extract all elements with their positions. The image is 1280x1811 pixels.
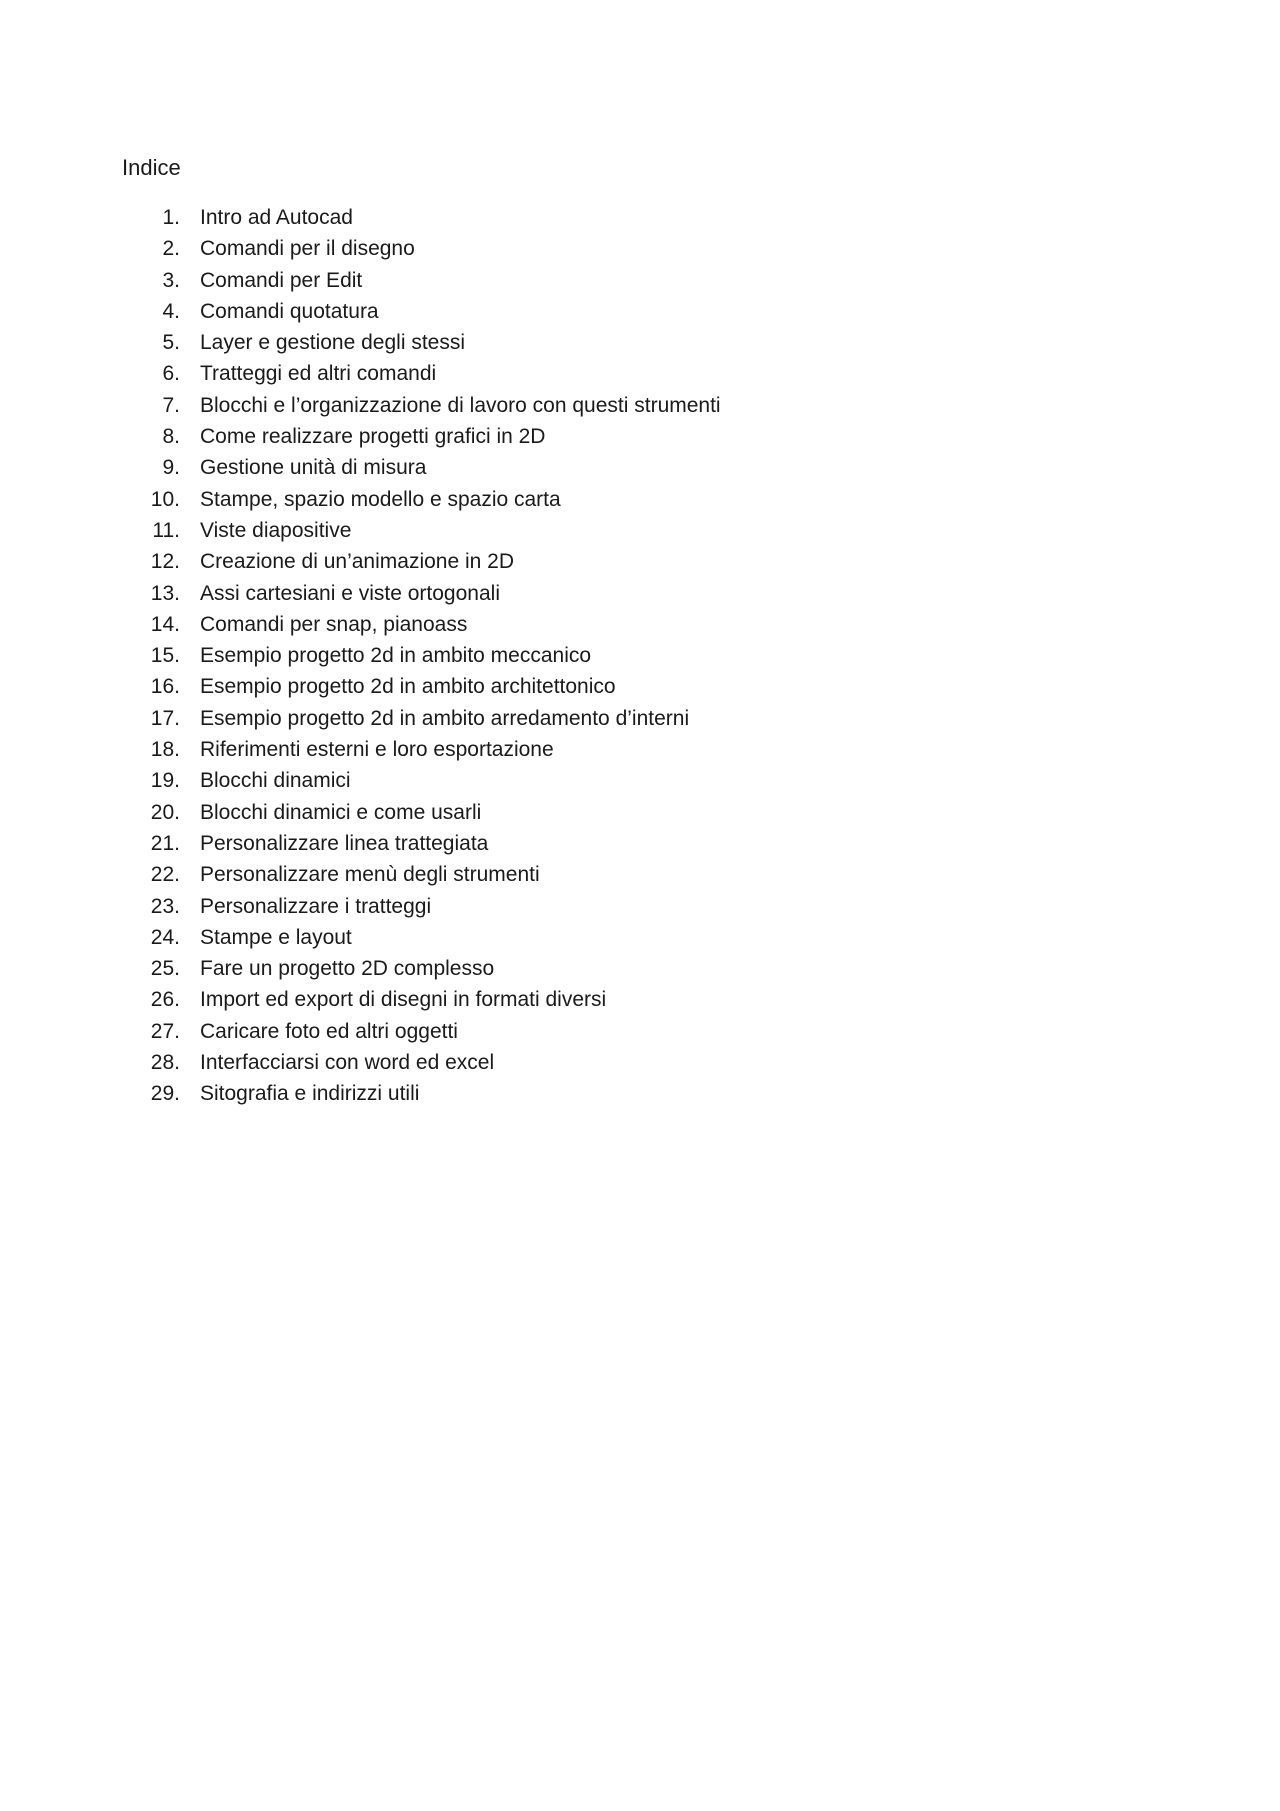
toc-item-number: 1.	[162, 206, 180, 229]
toc-item-number: 20.	[150, 800, 180, 824]
toc-item	[150, 984, 1050, 1015]
toc-item	[150, 859, 1050, 890]
toc-item	[150, 640, 1050, 671]
toc-item-text: Caricare foto ed altri oggetti	[200, 1019, 458, 1043]
toc-item-text: Comandi quotatura	[200, 299, 379, 323]
toc-item-number: 2.	[162, 237, 180, 261]
toc-item	[150, 734, 1050, 765]
toc-item-number: 10.	[150, 487, 180, 511]
toc-item	[150, 390, 1050, 421]
toc-item-text: Import ed export di disegni in formati diversi	[200, 988, 607, 1012]
page-title: Indice	[122, 155, 181, 180]
toc-item	[150, 515, 1050, 546]
toc-item	[150, 953, 1050, 984]
toc-item	[150, 202, 1050, 233]
toc-item-text: Personalizzare i tratteggi	[200, 894, 432, 918]
toc-item	[150, 1078, 1050, 1109]
toc-item-number: 16.	[150, 675, 180, 699]
toc-item-text: Stampe, spazio modello e spazio carta	[200, 487, 561, 511]
toc-item-text: Tratteggi ed altri comandi	[200, 362, 437, 386]
toc-item-number: 26.	[150, 988, 180, 1012]
toc-item-number: 19.	[150, 769, 180, 793]
toc-item	[150, 296, 1050, 327]
table-of-contents	[150, 202, 1050, 1110]
toc-item-text: Gestione unità di misura	[200, 456, 427, 480]
toc-item	[150, 484, 1050, 515]
toc-item-text: Comandi per Edit	[200, 268, 363, 292]
toc-item-number: 24.	[150, 925, 180, 949]
toc-item-number: 14.	[150, 612, 180, 636]
toc-item	[150, 891, 1050, 922]
toc-item	[150, 671, 1050, 702]
toc-item	[150, 358, 1050, 389]
toc-item-text: Esempio progetto 2d in ambito architettonico	[200, 675, 616, 699]
toc-item-text: Esempio progetto 2d in ambito meccanico	[200, 644, 592, 668]
toc-item	[150, 765, 1050, 796]
toc-item	[150, 233, 1050, 264]
toc-item-text: Riferimenti esterni e loro esportazione	[200, 738, 554, 762]
toc-item-number: 9.	[162, 456, 180, 480]
toc-item	[150, 609, 1050, 640]
toc-item-text: Stampe e layout	[200, 925, 352, 949]
toc-item-number: 5.	[162, 331, 180, 355]
toc-item-number: 15.	[150, 644, 180, 668]
toc-item-number: 13.	[150, 581, 180, 605]
toc-item-text: Interfacciarsi con word ed excel	[200, 1051, 495, 1075]
toc-item-number: 25.	[150, 957, 180, 981]
toc-item	[150, 703, 1050, 734]
toc-item-number: 21.	[150, 831, 180, 855]
toc-item-text: Sitografia e indirizzi utili	[200, 1082, 420, 1106]
toc-item	[150, 578, 1050, 609]
toc-item	[150, 1016, 1050, 1047]
toc-item	[150, 421, 1050, 452]
toc-item-number: 8.	[162, 425, 180, 449]
toc-item	[150, 546, 1050, 577]
toc-item-number: 3.	[162, 268, 180, 292]
toc-item-number: 22.	[150, 863, 180, 887]
toc-item-text: Personalizzare menù degli strumenti	[200, 863, 540, 887]
toc-item	[150, 1047, 1050, 1078]
toc-item-number: 4.	[162, 299, 180, 323]
toc-item	[150, 452, 1050, 483]
toc-item-text: Fare un progetto 2D complesso	[200, 957, 495, 981]
toc-item-text: Comandi per il disegno	[200, 237, 415, 261]
toc-item-text: Comandi per snap, pianoass	[200, 612, 468, 636]
toc-item-text: Come realizzare progetti grafici in 2D	[200, 425, 546, 449]
toc-item	[150, 327, 1050, 358]
toc-item	[150, 922, 1050, 953]
toc-item-text: Blocchi dinamici e come usarli	[200, 800, 482, 824]
toc-item-text: Creazione di un’animazione in 2D	[200, 550, 515, 574]
toc-item-text: Viste diapositive	[200, 518, 352, 542]
toc-item-number: 11.	[152, 518, 180, 542]
toc-item-text: Blocchi dinamici	[200, 769, 351, 793]
toc-item-number: 17.	[150, 706, 180, 730]
toc-item-number: 27.	[150, 1019, 180, 1043]
toc-item-number: 6.	[162, 362, 180, 386]
toc-item-text: Blocchi e l’organizzazione di lavoro con questi strumenti	[200, 393, 721, 417]
toc-item-text: Esempio progetto 2d in ambito arredamento d’interni	[200, 706, 690, 730]
toc-item-text: Intro ad Autocad	[200, 206, 353, 229]
toc-item	[150, 797, 1050, 828]
toc-item-number: 28.	[150, 1051, 180, 1075]
toc-item-text: Layer e gestione degli stessi	[200, 331, 465, 355]
toc-item-number: 12.	[150, 550, 180, 574]
toc-item	[150, 265, 1050, 296]
toc-item-text: Personalizzare linea trattegiata	[200, 831, 489, 855]
toc-item-number: 7.	[162, 393, 180, 417]
toc-item-text: Assi cartesiani e viste ortogonali	[200, 581, 500, 605]
toc-item-number: 23.	[150, 894, 180, 918]
toc-item-number: 29.	[150, 1082, 180, 1106]
toc-item-number: 18.	[150, 738, 180, 762]
toc-item	[150, 828, 1050, 859]
